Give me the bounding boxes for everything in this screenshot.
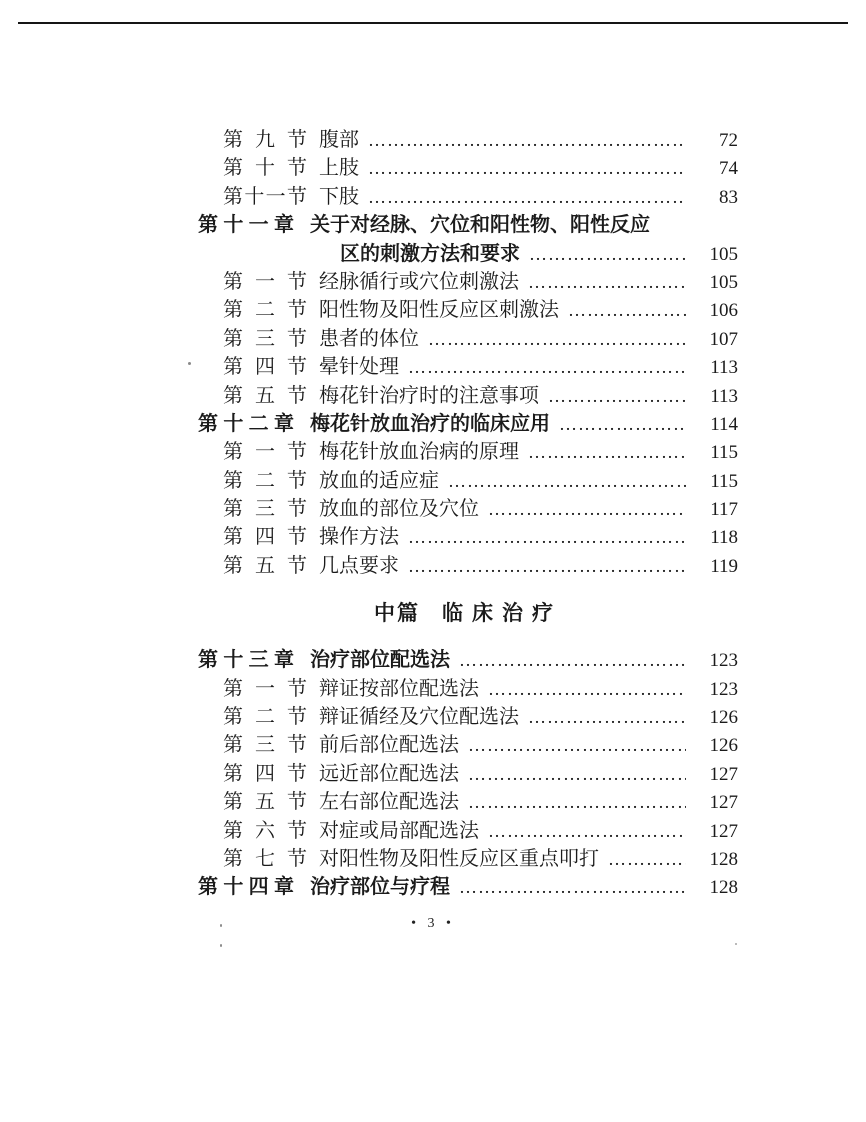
toc-entry-title: 前后部位配选法 (319, 734, 459, 757)
toc-entry-page: 113 (710, 385, 738, 407)
dot-leader (528, 268, 686, 296)
toc-entry-label: 第十四章 (198, 876, 294, 899)
toc-entry-page: 106 (709, 300, 738, 322)
toc-entry-page: 107 (709, 328, 738, 350)
toc-entry-page: 126 (709, 707, 738, 729)
toc-entry-label: 第六节 (223, 819, 307, 842)
toc-entry (198, 523, 738, 551)
toc-entry-page: 72 (719, 130, 738, 151)
scan-speck (735, 943, 737, 945)
toc-entry-label: 第十节 (223, 157, 307, 180)
toc-entry-title: 阳性物及阳性反应区刺激法 (319, 299, 559, 322)
toc-entry-title: 辩证循经及穴位配选法 (319, 706, 519, 729)
toc-entry-label: 第四节 (223, 356, 307, 379)
toc-entry (198, 296, 738, 324)
toc-entry-label: 第三节 (223, 734, 307, 757)
scan-speck (220, 944, 222, 947)
toc-entry (198, 126, 738, 154)
dot-leader (408, 353, 686, 381)
toc-entry (198, 240, 738, 268)
toc-entry-label: 第二节 (223, 706, 307, 729)
toc-entry-page: 128 (709, 848, 738, 870)
toc-entry-page: 123 (709, 678, 738, 700)
toc-entry-title: 放血的部位及穴位 (319, 498, 479, 521)
toc-entry-title: 治疗部位配选法 (310, 649, 450, 672)
toc-entry-page: 128 (709, 877, 738, 899)
dot-leader (468, 788, 686, 816)
toc-entry (198, 467, 738, 495)
toc-entry (198, 410, 738, 438)
toc-entry-label: 第三节 (223, 498, 307, 521)
dot-leader (488, 495, 686, 523)
page-number-footer: • 3 • (411, 916, 455, 931)
toc-entry (198, 873, 738, 901)
toc-entry-label: 第二节 (223, 299, 307, 322)
toc-entry-label: 第七节 (223, 847, 307, 870)
toc-entry-label: 第十一节 (223, 185, 307, 208)
toc-entry-label: 第五节 (223, 554, 307, 577)
toc-entry-page: 115 (710, 470, 738, 492)
toc-entry (198, 788, 738, 816)
toc-entry (198, 438, 738, 466)
toc-entry-title: 梅花针治疗时的注意事项 (319, 384, 539, 407)
dot-leader (368, 126, 686, 154)
toc-entry-page: 117 (710, 499, 738, 521)
toc-entry-page: 118 (710, 527, 738, 549)
toc-entry-label: 第二节 (223, 469, 307, 492)
toc-entry-label: 第一节 (223, 270, 307, 293)
toc-entry-label: 第三节 (223, 327, 307, 350)
toc-entry-title: 患者的体位 (319, 327, 419, 350)
toc-entry (198, 325, 738, 353)
part-heading (198, 596, 738, 632)
dot-leader (548, 382, 686, 410)
toc-entry-page: 115 (710, 442, 738, 464)
toc-entry (198, 845, 738, 873)
dot-leader (459, 646, 686, 674)
dot-leader (528, 703, 686, 731)
dot-leader (408, 523, 686, 551)
dot-leader (459, 873, 686, 901)
toc-entry-title: 对阳性物及阳性反应区重点叩打 (319, 847, 599, 870)
toc-entry (198, 154, 738, 182)
toc-entry-title: 左右部位配选法 (319, 791, 459, 814)
toc-entry-page: 126 (709, 735, 738, 757)
dot-leader (488, 675, 686, 703)
toc-entry (198, 703, 738, 731)
toc-entry-label: 第五节 (223, 791, 307, 814)
toc-entry-page: 74 (719, 158, 738, 180)
dot-leader (368, 183, 686, 211)
toc-entry (198, 211, 738, 239)
scan-speck (220, 924, 222, 927)
toc-entry (198, 268, 738, 296)
toc-entry-label: 第十二章 (198, 412, 294, 435)
toc-entry (198, 817, 738, 845)
dot-leader (468, 731, 686, 759)
toc-entry-label: 第九节 (223, 129, 307, 151)
dot-leader (488, 817, 686, 845)
toc-entry-title: 梅花针放血治病的原理 (319, 441, 519, 464)
dot-leader (468, 760, 686, 788)
dot-leader (428, 325, 686, 353)
part-heading-title: 临床治疗 (442, 602, 562, 626)
part-heading-label: 中篇 (374, 602, 420, 626)
toc-entry-page: 123 (709, 650, 738, 672)
toc-entry-page: 119 (710, 555, 738, 577)
toc-entry-page: 105 (709, 243, 738, 265)
dot-leader (529, 240, 686, 268)
toc-entry-title: 区的刺激方法和要求 (340, 242, 520, 265)
dot-leader (559, 410, 686, 438)
toc-entry-label: 第一节 (223, 677, 307, 700)
dot-leader (528, 438, 686, 466)
toc-entry-title: 几点要求 (319, 554, 399, 577)
toc-entry-title: 梅花针放血治疗的临床应用 (310, 412, 550, 435)
dot-leader (448, 467, 686, 495)
toc-entry-title: 晕针处理 (319, 356, 399, 379)
dot-leader (408, 552, 686, 580)
toc-entry (198, 760, 738, 788)
page-top-rule (18, 22, 848, 24)
table-of-contents (198, 126, 738, 902)
toc-entry-page: 105 (709, 271, 738, 293)
toc-entry-label: 第四节 (223, 526, 307, 549)
toc-entry-title: 辩证按部位配选法 (319, 677, 479, 700)
toc-entry (198, 183, 738, 211)
dot-leader (568, 296, 686, 324)
scan-speck (188, 362, 191, 365)
dot-leader (608, 845, 686, 873)
toc-entry-page: 113 (710, 357, 738, 379)
toc-entry-page: 127 (709, 763, 738, 785)
toc-entry-title: 远近部位配选法 (319, 762, 459, 785)
toc-entry-label: 第十一章 (198, 214, 294, 237)
toc-entry-label: 第四节 (223, 762, 307, 785)
toc-entry-label: 第十三章 (198, 649, 294, 672)
toc-entry-title: 下肢 (319, 185, 359, 208)
toc-entry-page: 127 (709, 792, 738, 814)
toc-entry (198, 552, 738, 580)
toc-entry-title: 关于对经脉、穴位和阳性物、阳性反应 (310, 214, 650, 237)
toc-entry (198, 495, 738, 523)
toc-entry (198, 675, 738, 703)
toc-entry-label: 第五节 (223, 384, 307, 407)
toc-entry-page: 83 (719, 186, 738, 208)
toc-entry-title: 上肢 (319, 157, 359, 180)
toc-entry (198, 646, 738, 674)
toc-entry-title: 对症或局部配选法 (319, 819, 479, 842)
toc-entry-page: 127 (709, 820, 738, 842)
toc-entry-page: 114 (710, 413, 738, 435)
toc-entry-title: 治疗部位与疗程 (310, 876, 450, 899)
toc-entry (198, 353, 738, 381)
toc-entry-title: 操作方法 (319, 526, 399, 549)
toc-entry (198, 382, 738, 410)
toc-entry-label: 第一节 (223, 441, 307, 464)
toc-entry-title: 腹部 (319, 129, 359, 151)
toc-entry (198, 731, 738, 759)
toc-entry-title: 放血的适应症 (319, 469, 439, 492)
toc-entry-title: 经脉循行或穴位刺激法 (319, 270, 519, 293)
dot-leader (368, 154, 686, 182)
